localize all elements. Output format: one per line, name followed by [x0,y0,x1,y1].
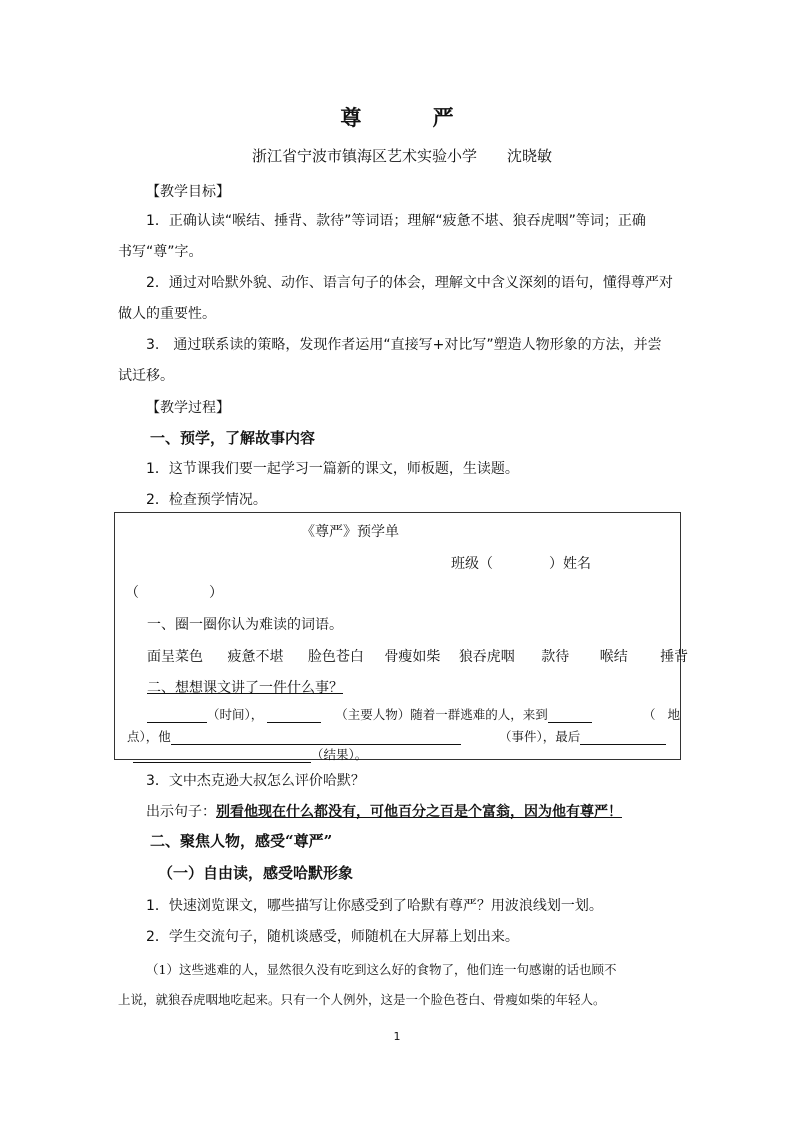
fill-time-label: （时间）， [207,707,264,722]
goal-1-line-2: 书写“尊”字。 [118,244,203,260]
section-1-heading: 一、预学，了解故事内容 [150,429,316,447]
word-item: 疲惫不堪 [227,649,284,665]
worksheet-name-blank: （ ） [125,585,223,601]
word-item: 捶背 [660,649,689,665]
blank[interactable] [147,722,207,723]
fill-result-label: （结果）。 [311,747,368,762]
fill-person-label: （主要人物）随着一群逃难的人，来到 [335,707,548,722]
quote-line [146,801,622,821]
fill-place2-label: 点），他 [127,729,171,744]
fill-event-label: （事件），最后 [499,729,581,744]
goals-heading: 【教学目标】 [146,184,230,200]
step-2: 2．检查预学情况。 [146,492,267,508]
word-item: 狼吞虎咽 [458,649,515,665]
step-3: 3．文中杰克逊大叔怎么评价哈默？ [146,773,365,789]
fill-line-2 [127,727,461,745]
word-list [147,646,688,666]
page-number: 1 [393,1030,401,1043]
goal-1-line-1: 1．正确认读“喉结、捶背、款待”等词语；理解“疲惫不堪、狼吞虎咽”等词；正确 [146,213,646,229]
process-heading: 【教学过程】 [146,400,230,416]
fill-line-1 [147,705,592,723]
worksheet-class-name: 班级（ ）姓名 [451,556,591,572]
quote-label: 出示句子： [146,804,216,820]
preview-worksheet [114,512,693,762]
worksheet-title: 《尊严》预学单 [301,524,399,540]
fill-line-3 [133,745,367,763]
step-1: 1．这节课我们要一起学习一篇新的课文，师板题，生读题。 [146,461,519,477]
excerpt-line-1: （1）这些逃难的人，显然很久没有吃到这么好的食物了，他们连一句感谢的话也顾不 [146,962,617,977]
quote-text: 别看他现在什么都没有，可他百分之百是个富翁，因为他有尊严！ [216,804,622,820]
blank[interactable] [548,722,592,723]
goal-3-line-2: 试迁移。 [118,368,174,384]
worksheet-task-1: 一、圈一圈你认为难读的词语。 [147,617,343,633]
fill-event [499,727,666,745]
worksheet-task-2: 二、想想课文讲了一件什么事？ [147,680,343,696]
goal-2-line-1: 2．通过对哈默外貌、动作、语言句子的体会，理解文中含义深刻的语句，懂得尊严对 [146,275,673,291]
word-item: 骨瘦如柴 [384,649,441,665]
word-item: 款待 [541,649,570,665]
page-title: 尊 严 [340,105,486,130]
author-line: 浙江省宁波市镇海区艺术实验小学 沈晓敏 [251,147,552,165]
word-item: 喉结 [599,649,628,665]
blank[interactable] [267,722,321,723]
section-2-heading: 二、聚焦人物，感受“尊严” [150,832,333,850]
goal-2-line-2: 做人的重要性。 [118,306,216,322]
excerpt-line-2: 上说，就狼吞虎咽地吃起来。只有一个人例外，这是一个脸色苍白、骨瘦如柴的年轻人。 [118,992,606,1007]
word-item: 脸色苍白 [307,649,364,665]
sub-step-2: 2．学生交流句子，随机谈感受，师随机在大屏幕上划出来。 [146,929,519,945]
goal-3-line-1: 3. 通过联系读的策略，发现作者运用“直接写+对比写”塑造人物形象的方法，并尝 [146,337,662,353]
word-item: 面呈菜色 [147,649,203,665]
subsection-1-heading: （一）自由读，感受哈默形象 [158,864,354,882]
blank[interactable] [580,744,666,745]
sub-step-1: 1．快速浏览课文，哪些描写让你感受到了哈默有尊严？用波浪线划一划。 [146,898,603,914]
blank[interactable] [133,762,311,763]
fill-place-label: （地 [643,707,693,722]
